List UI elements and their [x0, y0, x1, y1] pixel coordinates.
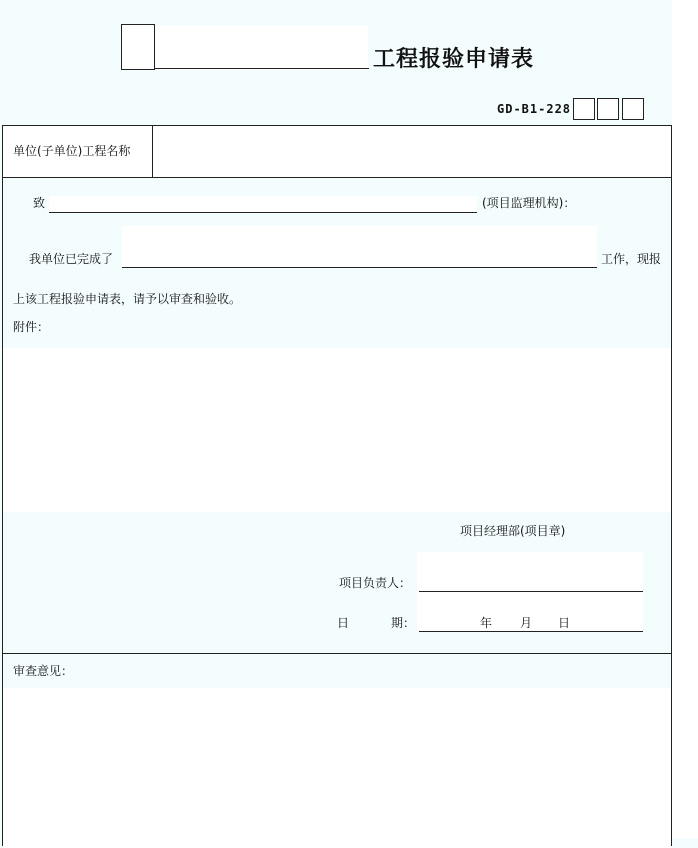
- page-title: 工程报验申请表: [373, 47, 535, 72]
- project-name-divider: [152, 126, 153, 177]
- dept-seal-label: 项目经理部(项目章): [460, 524, 566, 538]
- completed-suffix: 工作，现报: [601, 252, 662, 266]
- project-name-input[interactable]: [154, 126, 671, 177]
- right-gutter: [672, 0, 698, 838]
- review-divider: [3, 653, 671, 654]
- title-prefix-input[interactable]: [121, 24, 155, 70]
- attachment-label: 附件：: [13, 320, 50, 334]
- responsible-label: 项目负责人：: [339, 576, 412, 590]
- code-box-2[interactable]: [597, 98, 619, 120]
- title-underline: [155, 68, 369, 69]
- completed-label: 我单位已完成了: [29, 252, 114, 266]
- date-label-day: 日: [337, 616, 350, 630]
- supervisor-input[interactable]: [49, 196, 477, 213]
- work-input[interactable]: [122, 226, 597, 268]
- day-char: 日: [558, 616, 571, 630]
- supervisor-suffix: (项目监理机构)：: [482, 196, 576, 210]
- request-line: 上该工程报验申请表，请予以审查和验收。: [13, 292, 242, 306]
- review-input[interactable]: [3, 688, 671, 848]
- code-box-3[interactable]: [622, 98, 644, 120]
- responsible-input[interactable]: [419, 576, 643, 592]
- project-name-row: [3, 126, 671, 178]
- form-code: GD-B1-228: [497, 102, 572, 116]
- header-area: [0, 0, 672, 126]
- form-table: [2, 125, 672, 846]
- title-blank-fill: [156, 26, 368, 70]
- code-box-1[interactable]: [573, 98, 595, 120]
- attachment-area[interactable]: [3, 348, 671, 512]
- date-label-period: 期：: [391, 616, 416, 630]
- month-char: 月: [520, 616, 533, 630]
- year-char: 年: [480, 616, 493, 630]
- review-label: 审查意见：: [13, 664, 74, 678]
- to-label: 致: [33, 196, 46, 210]
- project-name-label: 单位(子单位)工程名称: [13, 144, 131, 158]
